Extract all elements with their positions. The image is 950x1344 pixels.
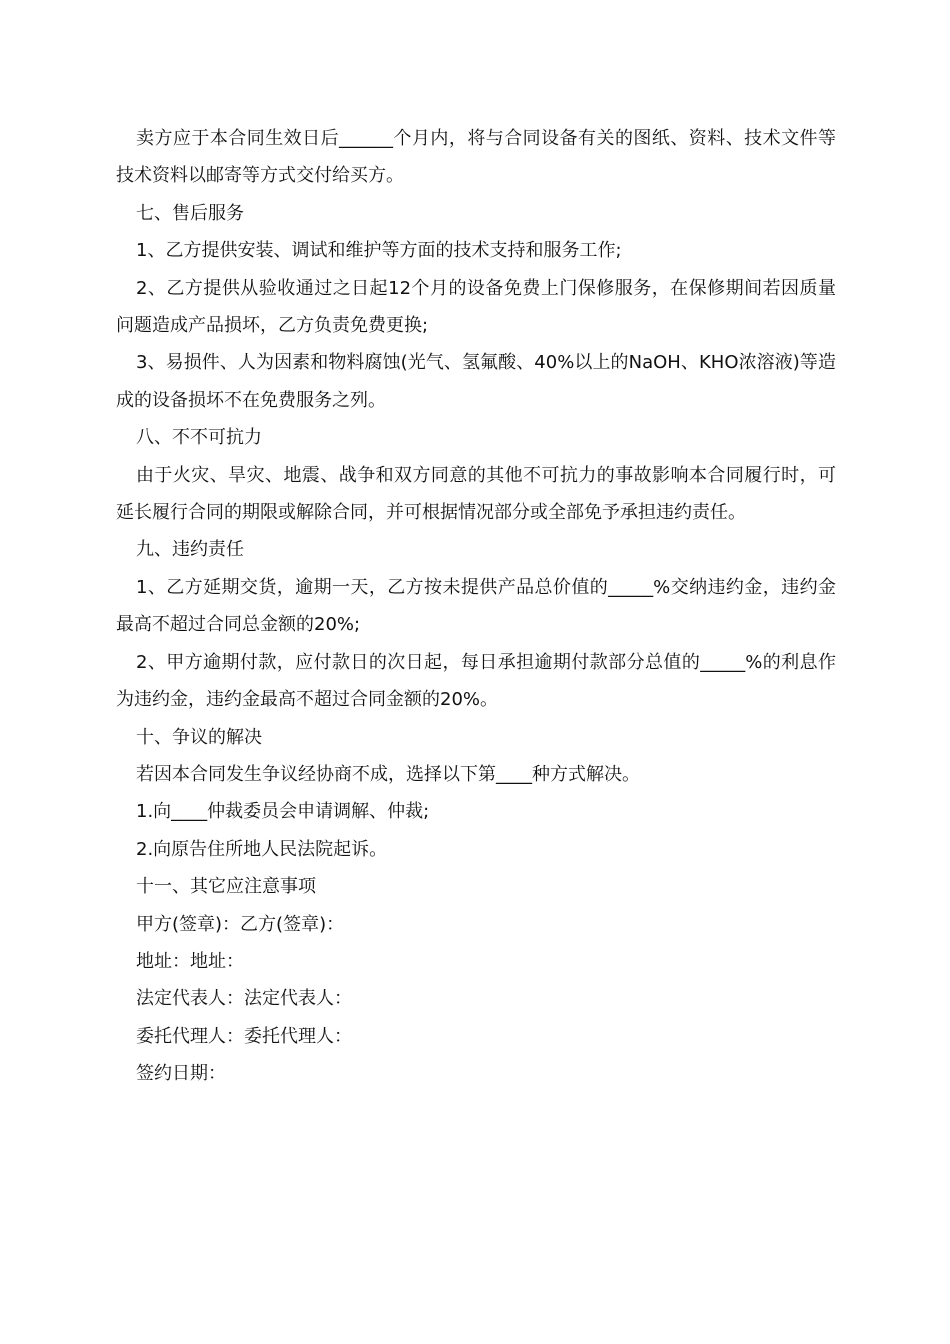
section-heading-liability: 九、违约责任 [136,539,244,561]
section-heading-other-matters: 十一、其它应注意事项 [136,876,316,898]
section-heading-force-majeure: 八、不不可抗力 [136,427,262,449]
paragraph-liability-2: 2、甲方逾期付款，应付款日的次日起，每日承担逾期付款部分总值的_____%的利息作为违约金，违约金最高不超过合同金额的20%。 [116,651,836,711]
paragraph-dispute-option-1: 1.向____仲裁委员会申请调解、仲裁; [136,801,430,823]
signature-parties: 甲方(签章)：乙方(签章)： [136,913,345,935]
paragraph-dispute: 若因本合同发生争议经协商不成，选择以下第____种方式解决。 [136,763,640,785]
section-heading-dispute: 十、争议的解决 [136,726,262,748]
signature-date: 签约日期： [136,1063,226,1085]
paragraph-force-majeure: 由于火灾、旱灾、地震、战争和双方同意的其他不可抗力的事故影响本合同履行时，可延长履行合同的期限或解除合同，并可根据情况部分或全部免予承担违约责任。 [116,464,836,524]
paragraph-dispute-option-2: 2.向原告住所地人民法院起诉。 [136,838,388,860]
paragraph-document-delivery: 卖方应于本合同生效日后______个月内，将与合同设备有关的图纸、资料、技术文件等技术资料以邮寄等方式交付给买方。 [116,128,836,187]
signature-agent: 委托代理人：委托代理人： [136,1025,352,1047]
signature-legal-representative: 法定代表人：法定代表人： [136,988,352,1010]
section-heading-after-sales: 七、售后服务 [136,202,244,224]
paragraph-after-sales-1: 1、乙方提供安装、调试和维护等方面的技术支持和服务工作; [136,240,622,262]
contract-page [116,120,836,1093]
paragraph-after-sales-3: 3、易损件、人为因素和物料腐蚀(光气、氢氟酸、40%以上的NaOH、KHO浓溶液)等造成的设备损坏不在免费服务之列。 [116,352,836,411]
signature-address: 地址：地址： [136,950,244,972]
paragraph-after-sales-2: 2、乙方提供从验收通过之日起12个月的设备免费上门保修服务，在保修期间若因质量问题造成产品损坏，乙方负责免费更换; [116,277,836,337]
paragraph-liability-1: 1、乙方延期交货，逾期一天，乙方按未提供产品总价值的_____%交纳违约金，违约金最高不超过合同总金额的20%; [116,576,836,636]
